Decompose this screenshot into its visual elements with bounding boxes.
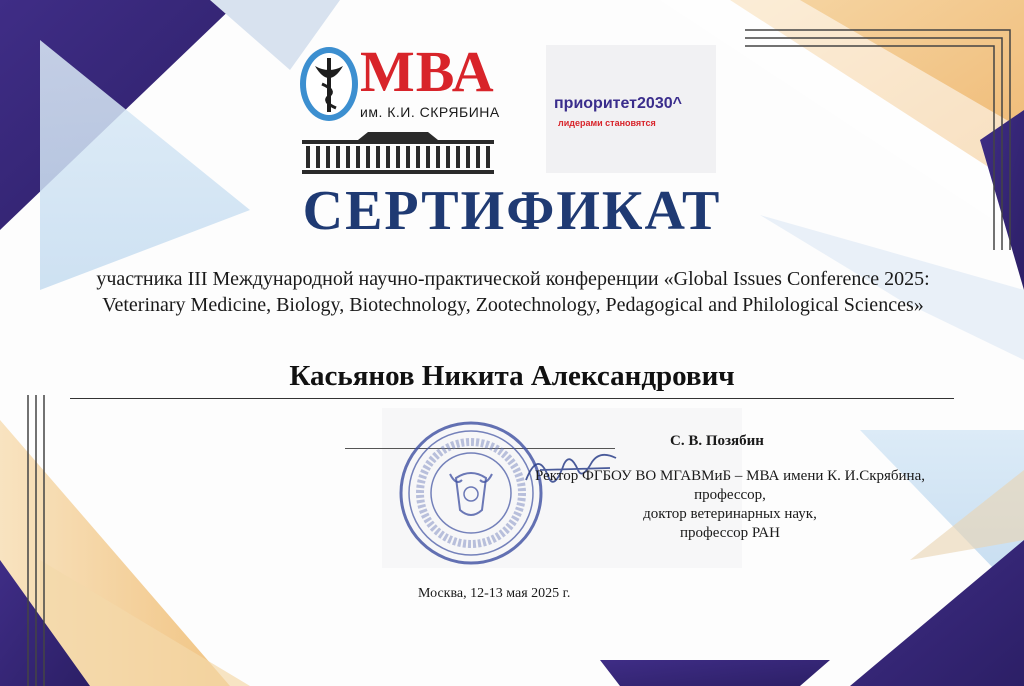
certificate-title: СЕРТИФИКАТ xyxy=(302,180,722,242)
signatory-position-line: профессор РАН xyxy=(680,525,780,541)
participant-description: участника III Международной научно-практической конференции «Global Issues Conference 2025: Veterinary Medicine, Biology, Biotechnology, Zootechnology, Pedagogical and Philological Sciences» xyxy=(96,268,930,316)
priority-2030-slogan: лидерами становятся xyxy=(558,118,656,128)
signatory-position-line: доктор ветеринарных наук, xyxy=(643,506,817,522)
corner-shape xyxy=(600,660,830,686)
signatory-position xyxy=(515,467,945,543)
academy-building-icon xyxy=(298,126,498,174)
place-and-date: Москва, 12-13 мая 2025 г. xyxy=(418,586,571,601)
priority-2030-wordmark: приоритет2030^ xyxy=(554,95,682,112)
signatory-name: С. В. Позябин xyxy=(670,433,764,449)
mva-wordmark: МВА xyxy=(360,39,495,104)
mva-subtitle: им. К.И. СКРЯБИНА xyxy=(360,104,500,120)
signatory-position-line: профессор, xyxy=(694,487,766,503)
priority-2030-logo xyxy=(546,45,716,173)
signatory-position-line: Ректор ФГБОУ ВО МГАВМиБ – МВА имени К. И.Скрябина, xyxy=(534,468,925,484)
caduceus-emblem-icon xyxy=(298,44,360,126)
mva-logo xyxy=(298,39,500,174)
corner-shape xyxy=(850,540,1024,686)
name-underline xyxy=(70,398,954,399)
recipient-name: Касьянов Никита Александрович xyxy=(289,360,735,392)
